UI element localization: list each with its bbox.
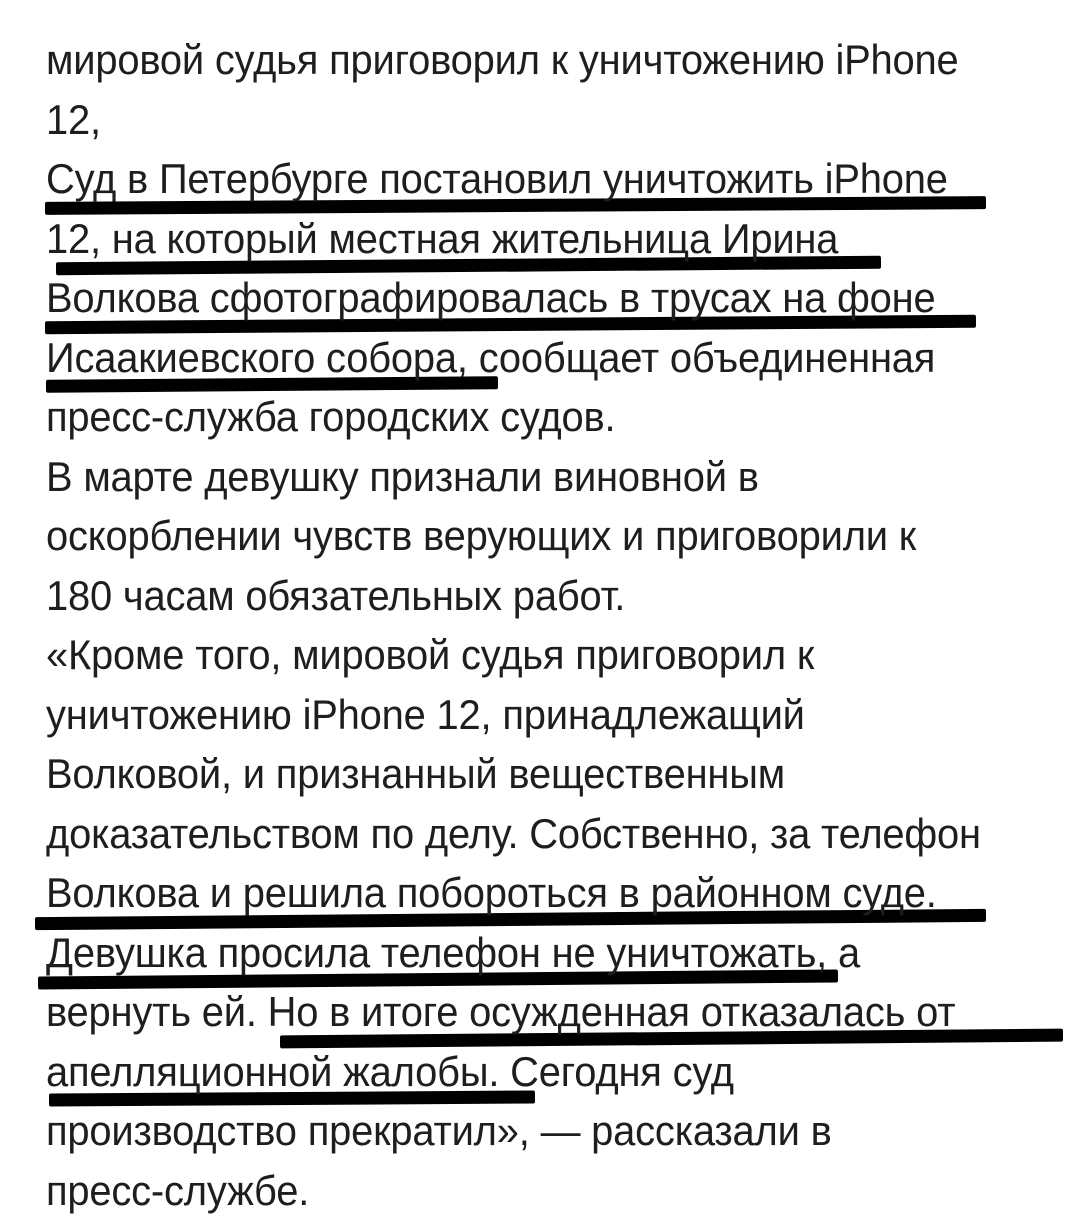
text-line (46, 1042, 1066, 1102)
text-line (46, 30, 1066, 90)
text-line (46, 506, 1066, 566)
text-line-content: апелляционной жалобы. Сегодня суд (46, 1047, 734, 1095)
text-line-content: Исаакиевского собора, сообщает объединенная (46, 333, 936, 381)
text-line-content: уничтожению iPhone 12, принадлежащий (46, 690, 805, 738)
text-line (46, 149, 1066, 209)
text-line-content: «Кроме того, мировой судья приговорил к (46, 631, 815, 678)
text-line (46, 982, 1066, 1042)
text-line-content: доказательством по делу. Собственно, за телефон (46, 809, 981, 857)
text-line-content: 12, (46, 95, 101, 143)
text-line-content: оскорблении чувств верующих и приговорили к (46, 512, 917, 559)
text-line-content: производство прекратил», — рассказали в (46, 1107, 832, 1154)
text-line (46, 804, 1066, 864)
text-line (46, 209, 1066, 269)
text-line-content: Девушка просила телефон не уничтожать, а (46, 928, 860, 976)
text-line (46, 685, 1066, 745)
text-line (46, 447, 1066, 507)
text-line-content: 180 часам обязательных работ. (46, 571, 626, 619)
text-line-content: 12, на который местная жительница Ирина (46, 214, 839, 262)
text-line-content: Волкова и решила побороться в районном суде. (46, 869, 937, 916)
text-line (46, 744, 1066, 804)
text-line-content: пресс-служба городских судов. (46, 393, 616, 440)
text-line (46, 1101, 1066, 1161)
text-line (46, 625, 1066, 685)
text-line (46, 923, 1066, 983)
text-line (46, 268, 1066, 328)
text-line (46, 90, 1066, 150)
text-line-content: Суд в Петербурге постановил уничтожить iPhone (46, 155, 948, 202)
text-line-content: В марте девушку признали виновной в (46, 452, 759, 500)
text-line-content: пресс-службе. (46, 1166, 310, 1214)
text-line (46, 863, 1066, 923)
text-line (46, 566, 1066, 626)
text-line (46, 1161, 1066, 1221)
text-line-content: мировой судья приговорил к уничтожению iPhone (46, 36, 959, 83)
text-line-content: вернуть ей. Но в итоге осужденная отказалась от (46, 988, 956, 1035)
text-line-content: Волковой, и признанный вещественным (46, 750, 786, 797)
text-line (46, 387, 1066, 447)
text-line-content: Волкова сфотографировалась в трусах на фоне (46, 274, 936, 321)
text-line (46, 328, 1066, 388)
